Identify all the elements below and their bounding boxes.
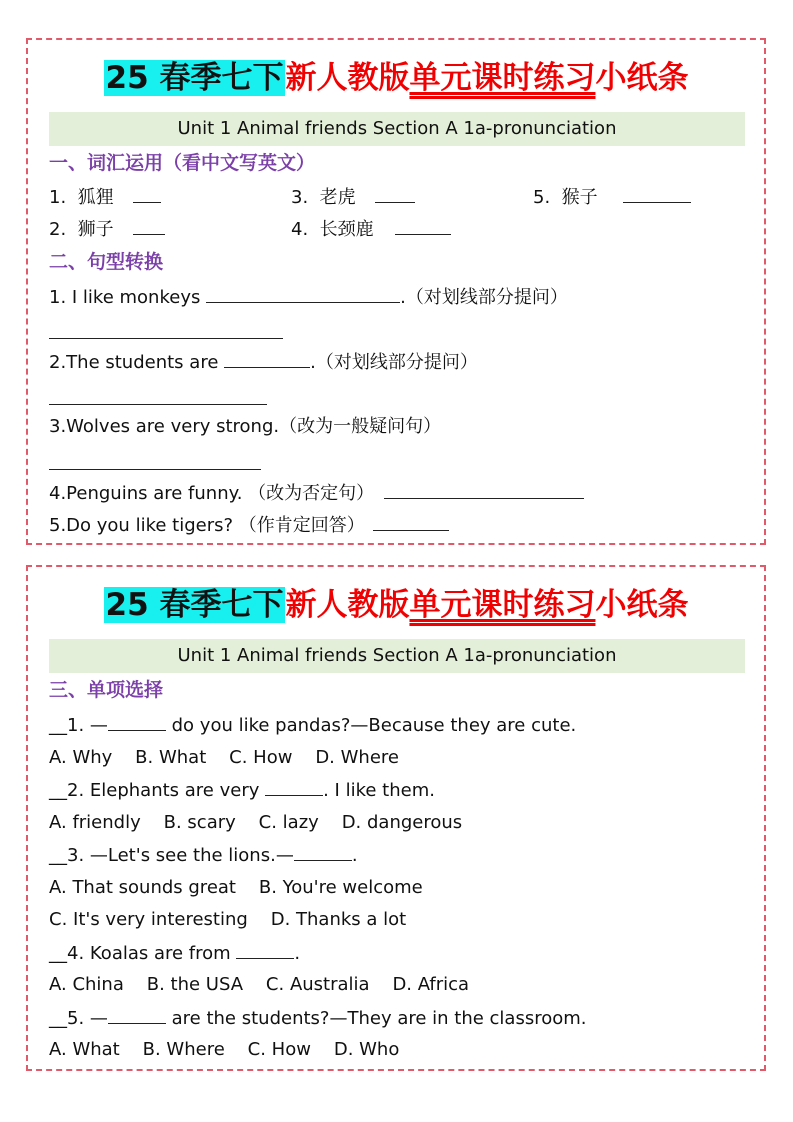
- options: A. China B. the USA C. Australia D. Africa: [49, 974, 470, 995]
- title-red-b: 小纸条: [595, 60, 689, 96]
- title-underlined: 单元课时练习: [409, 587, 596, 623]
- answer-blank[interactable]: [375, 184, 415, 203]
- question: __2. Elephants are very . I like them.: [49, 777, 435, 804]
- card-title: [28, 575, 764, 635]
- worksheet-card-1: [26, 38, 766, 545]
- answer-line[interactable]: [49, 469, 261, 470]
- answer-blank[interactable]: [224, 349, 310, 368]
- transform-item: 5.Do you like tigers? （作肯定回答）: [49, 512, 449, 539]
- question: __3. —Let's see the lions.— .: [49, 842, 358, 869]
- section-heading-transform: 二、句型转换: [49, 251, 164, 273]
- answer-blank[interactable]: [108, 712, 166, 731]
- question: __1. — do you like pandas?—Because they are cute.: [49, 712, 576, 739]
- vocab-item: 3. 老虎: [291, 184, 415, 211]
- options: C. It's very interesting D. Thanks a lot: [49, 909, 407, 930]
- card-title: [28, 48, 764, 108]
- title-underlined: 单元课时练习: [409, 60, 596, 96]
- answer-blank[interactable]: [395, 216, 451, 235]
- answer-blank[interactable]: [623, 184, 691, 203]
- section-heading-choice: 三、单项选择: [49, 679, 164, 701]
- vocab-item: 5. 猴子: [533, 184, 691, 211]
- transform-item: 1. I like monkeys .（对划线部分提问）: [49, 284, 568, 311]
- answer-line[interactable]: [49, 338, 283, 339]
- options: A. Why B. What C. How D. Where: [49, 747, 399, 768]
- answer-blank[interactable]: [384, 480, 584, 499]
- section-heading-vocab: 一、词汇运用（看中文写英文）: [49, 152, 316, 174]
- options: A. friendly B. scary C. lazy D. dangerous: [49, 812, 463, 833]
- transform-item: 2.The students are .（对划线部分提问）: [49, 349, 478, 376]
- title-red-b: 小纸条: [595, 587, 689, 623]
- answer-blank[interactable]: [236, 940, 294, 959]
- answer-blank[interactable]: [206, 284, 400, 303]
- worksheet-card-2: [26, 565, 766, 1071]
- question: __4. Koalas are from .: [49, 940, 300, 967]
- options: A. That sounds great B. You're welcome: [49, 877, 423, 898]
- transform-item: 4.Penguins are funny. （改为否定句）: [49, 480, 584, 507]
- answer-blank[interactable]: [373, 512, 449, 531]
- answer-blank[interactable]: [265, 777, 323, 796]
- question: __5. — are the students?—They are in the classroom.: [49, 1005, 587, 1032]
- title-highlight: 25 春季七下: [105, 587, 284, 623]
- answer-line[interactable]: [49, 404, 267, 405]
- answer-blank[interactable]: [294, 842, 352, 861]
- vocab-item: 4. 长颈鹿: [291, 216, 451, 243]
- title-red-a: 新人教版: [285, 587, 410, 623]
- answer-blank[interactable]: [133, 216, 165, 235]
- title-red-a: 新人教版: [285, 60, 410, 96]
- transform-item: 3.Wolves are very strong.（改为一般疑问句）: [49, 416, 442, 437]
- title-highlight: 25 春季七下: [105, 60, 284, 96]
- vocab-item: 2. 狮子: [49, 216, 165, 243]
- subtitle-banner: Unit 1 Animal friends Section A 1a-pronunciation: [49, 112, 745, 146]
- answer-blank[interactable]: [133, 184, 161, 203]
- answer-blank[interactable]: [108, 1005, 166, 1024]
- subtitle-banner: Unit 1 Animal friends Section A 1a-pronunciation: [49, 639, 745, 673]
- options: A. What B. Where C. How D. Who: [49, 1039, 400, 1060]
- vocab-item: 1. 狐狸: [49, 184, 161, 211]
